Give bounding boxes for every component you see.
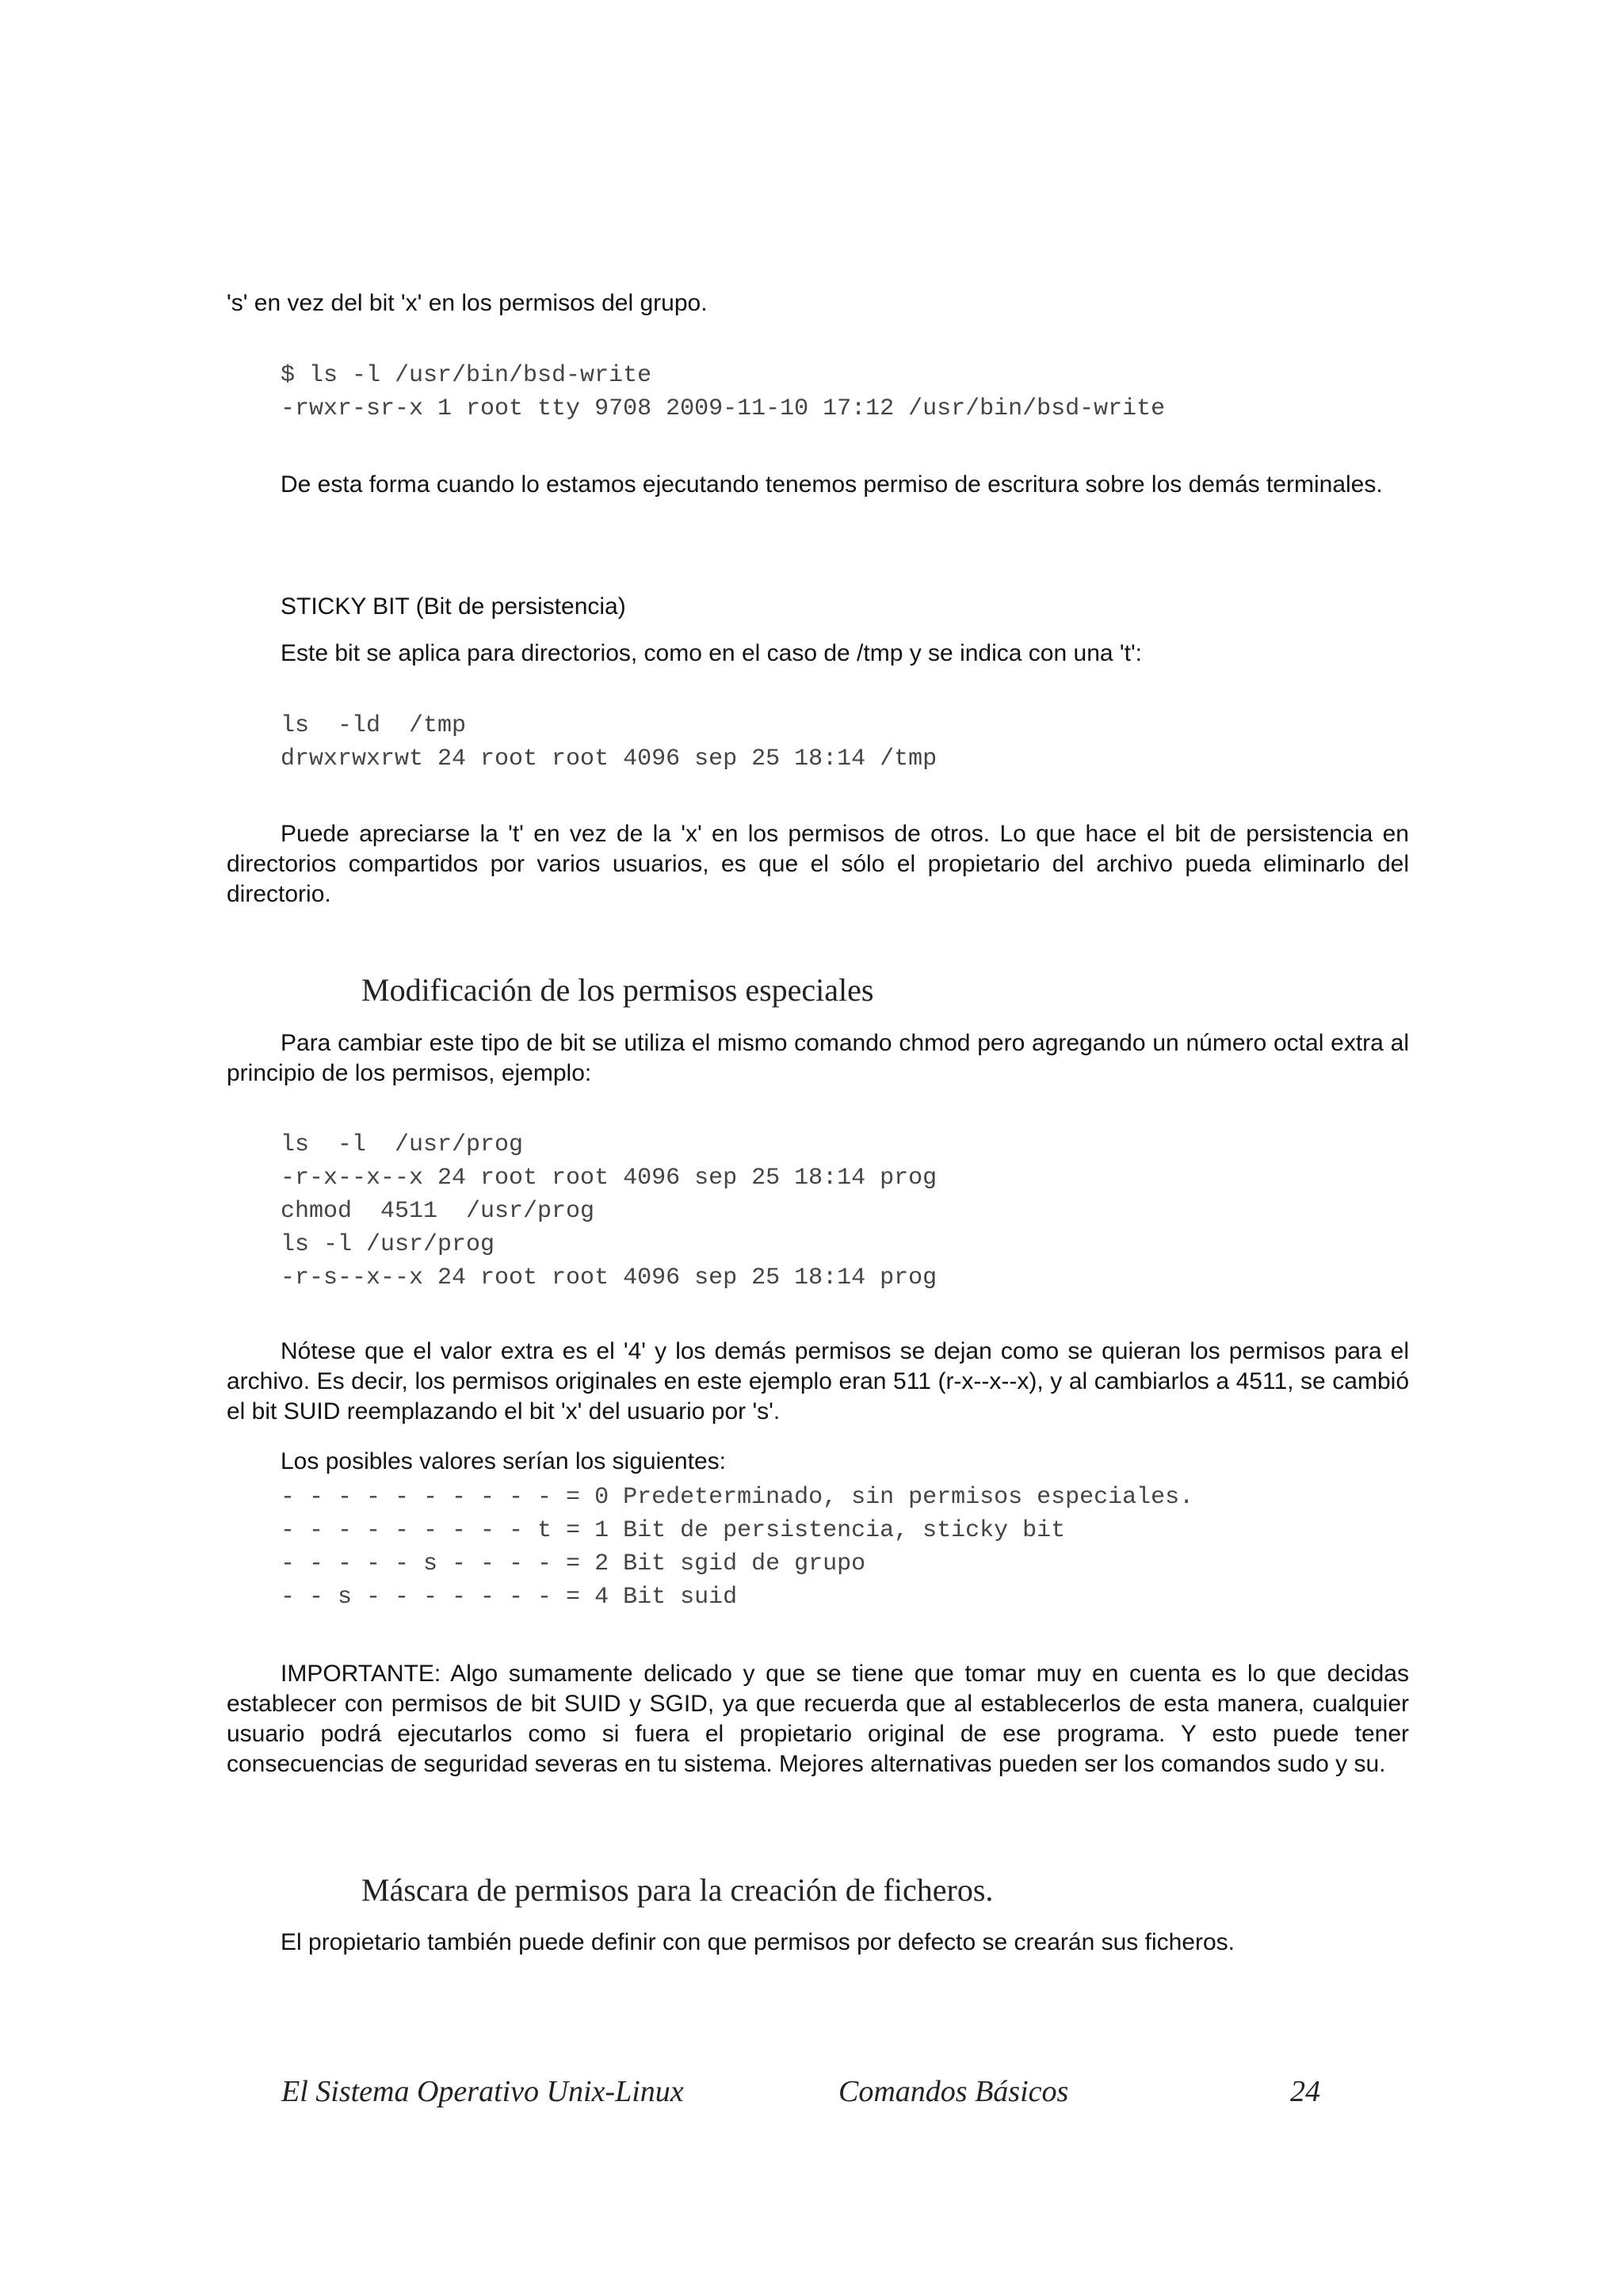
values-intro: Los posibles valores serían los siguientes: — [281, 1448, 726, 1474]
sticky-bit-description: Este bit se aplica para directorios, como en el caso de /tmp y se indica con una 't': — [281, 640, 1143, 666]
paragraph-write-permission: De esta forma cuando lo estamos ejecutando tenemos permiso de escritura sobre los demás terminales. — [281, 471, 1383, 498]
footer-book-title: El Sistema Operativo Unix-Linux — [281, 2075, 684, 2108]
paragraph-extra-value: Nótese que el valor extra es el '4' y los demás permisos se dejan como se quieran los permisos para el archivo. Es decir, los permisos originales en este ejemplo eran 511 (r-x--x--x), y al cambiarlos a 4511, se cambió el bit SUID reemplazando el bit 'x' del usuario por 's'. — [227, 1338, 1409, 1425]
code-tmp-listing: ls -ld /tmp drwxrwxrwt 24 root root 4096 sep 25 18:14 /tmp — [281, 712, 938, 772]
paragraph-important-warning: IMPORTANTE: Algo sumamente delicado y que se tiene que tomar muy en cuenta es lo que decidas establecer con permisos de bit SUID y SGID, ya que recuerda que al establecerlos de esta manera, cualquier usuario podrá ejecutarlos como si fuera el propietario original de ese programa. Y esto puede tener consecuencias de seguridad severas en tu sistema. Mejores alternativas pueden ser los comandos sudo y su. — [227, 1661, 1409, 1777]
intro-line: 's' en vez del bit 'x' en los permisos del grupo. — [227, 290, 708, 316]
heading-special-permissions: Modificación de los permisos especiales — [361, 972, 874, 1008]
paragraph-sticky-explanation: Puede apreciarse la 't' en vez de la 'x' en los permisos de otros. Lo que hace el bit de persistencia en directorios compartidos por varios usuarios, es que el sólo el propietario del archivo pueda eliminarlo del directorio. — [227, 821, 1409, 907]
heading-permission-mask: Máscara de permisos para la creación de ficheros. — [361, 1872, 994, 1908]
paragraph-default-permissions: El propietario también puede definir con que permisos por defecto se crearán sus ficheros. — [281, 1929, 1235, 1955]
code-values-table: - - - - - - - - - - = 0 Predeterminado, sin permisos especiales. - - - - - - - - - t = 1 Bit de persistencia, sticky bit - - - - - s - - - - = 2 Bit sgid de grupo - - s - - - - - - - = 4 Bit suid — [281, 1484, 1194, 1611]
sticky-bit-title: STICKY BIT (Bit de persistencia) — [281, 593, 626, 620]
code-chmod-example: ls -l /usr/prog -r-x--x--x 24 root root 4096 sep 25 18:14 prog chmod 4511 /usr/prog ls -l /usr/prog -r-s--x--x 24 root root 4096 sep 25 18:14 prog — [281, 1131, 938, 1291]
footer-page-number: 24 — [1290, 2075, 1320, 2108]
paragraph-chmod-octal: Para cambiar este tipo de bit se utiliza el mismo comando chmod pero agregando un número octal extra al principio de los permisos, ejemplo: — [227, 1030, 1409, 1086]
footer-section-name: Comandos Básicos — [838, 2075, 1069, 2108]
code-bsd-write: $ ls -l /usr/bin/bsd-write -rwxr-sr-x 1 root tty 9708 2009-11-10 17:12 /usr/bin/bsd-write — [281, 362, 1166, 422]
